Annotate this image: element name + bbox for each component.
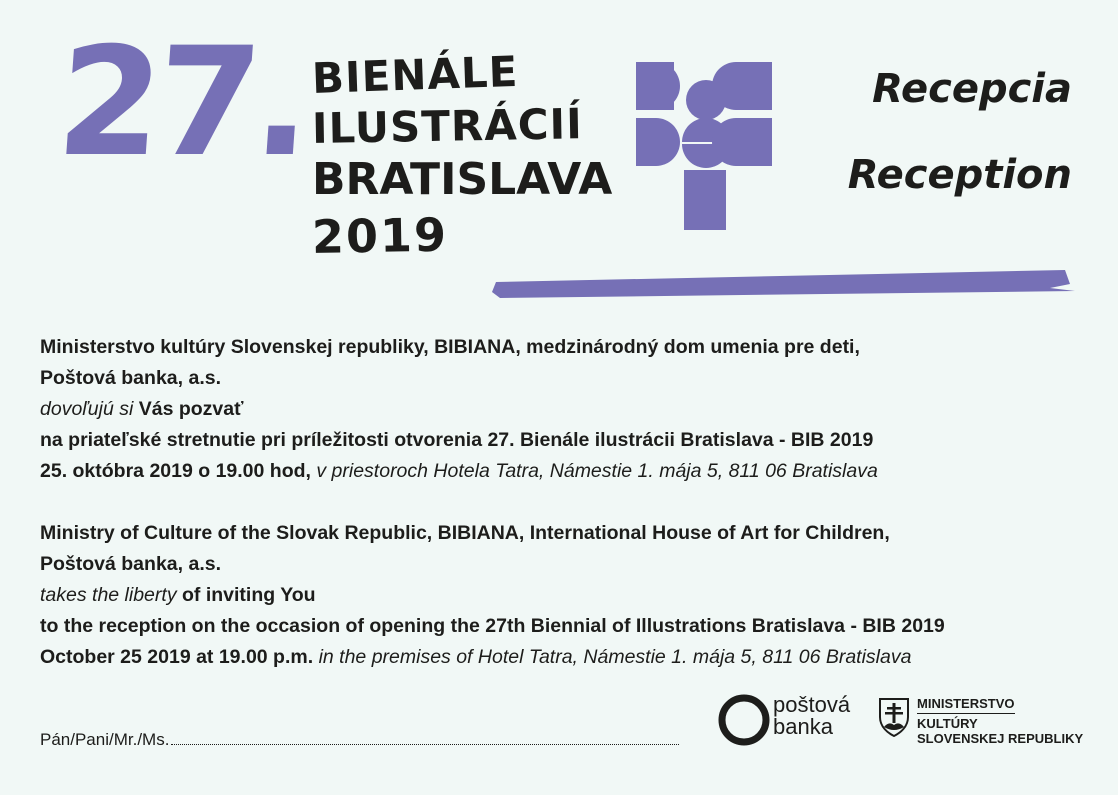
brush-stroke-divider bbox=[490, 264, 1075, 304]
sk-date-bold: 25. októbra 2019 o 19.00 hod, bbox=[40, 460, 311, 482]
ministry-logo-text bbox=[917, 697, 1083, 747]
ministry-line1: MINISTERSTVO bbox=[917, 697, 1015, 714]
title-line-1: BIENÁLE bbox=[311, 46, 520, 103]
bib-logo-icon bbox=[636, 62, 776, 232]
sk-occasion-line: na priateľské stretnutie pri príležitosti otvorenia 27. Bienále ilustrácii Bratislava - BIB 2019 bbox=[40, 429, 874, 451]
guest-label: Pán/Pani/Mr./Ms. bbox=[40, 730, 170, 749]
sk-invite-line bbox=[40, 400, 243, 420]
sk-invite-bold: Vás pozvať bbox=[133, 398, 244, 420]
en-bank-line: Poštová banka, a.s. bbox=[40, 553, 221, 575]
en-date-line bbox=[40, 648, 911, 668]
guest-dotted-line bbox=[171, 732, 679, 745]
sk-invite-italic: dovoľujú si bbox=[40, 398, 134, 420]
ministry-line3: SLOVENSKEJ REPUBLIKY bbox=[917, 730, 1084, 746]
edition-number: 27. bbox=[51, 16, 312, 190]
ministry-line2: KULTÚRY bbox=[917, 715, 978, 731]
en-invite-line bbox=[40, 586, 316, 606]
en-invite-italic: takes the liberty bbox=[40, 584, 177, 606]
title-line-2: ILUSTRÁCIÍ bbox=[311, 99, 584, 153]
sk-venue-italic: v priestoroch Hotela Tatra, Námestie 1. mája 5, 811 06 Bratislava bbox=[310, 460, 878, 482]
bank-name-line2: banka bbox=[773, 714, 833, 739]
title-line-4: 2019 bbox=[311, 207, 449, 264]
bank-logo-text bbox=[773, 694, 850, 738]
en-date-bold: October 25 2019 at 19.00 p.m. bbox=[40, 646, 314, 668]
guest-name-field[interactable] bbox=[40, 730, 679, 750]
title-line-3: BRATISLAVA bbox=[312, 154, 613, 205]
reception-title-sk: Recepcia bbox=[872, 66, 1072, 112]
en-venue-italic: in the premises of Hotel Tatra, Námestie 1. mája 5, 811 06 Bratislava bbox=[313, 646, 912, 668]
reception-title-en: Reception bbox=[847, 152, 1072, 198]
bank-name-line1: poštová bbox=[773, 692, 851, 717]
en-hosts-line: Ministry of Culture of the Slovak Republic, BIBIANA, International House of Art for Children, bbox=[40, 522, 890, 544]
ring-logo-icon bbox=[716, 692, 772, 748]
sk-hosts-line: Ministerstvo kultúry Slovenskej republiky, BIBIANA, medzinárodný dom umenia pre deti, bbox=[40, 336, 860, 358]
slovak-coat-of-arms-icon bbox=[878, 697, 910, 737]
en-invite-bold: of inviting You bbox=[176, 584, 316, 606]
sk-date-line bbox=[40, 462, 878, 482]
sk-bank-line: Poštová banka, a.s. bbox=[40, 367, 221, 389]
en-occasion-line: to the reception on the occasion of opening the 27th Biennial of Illustrations Bratislava - BIB 2019 bbox=[40, 615, 945, 637]
